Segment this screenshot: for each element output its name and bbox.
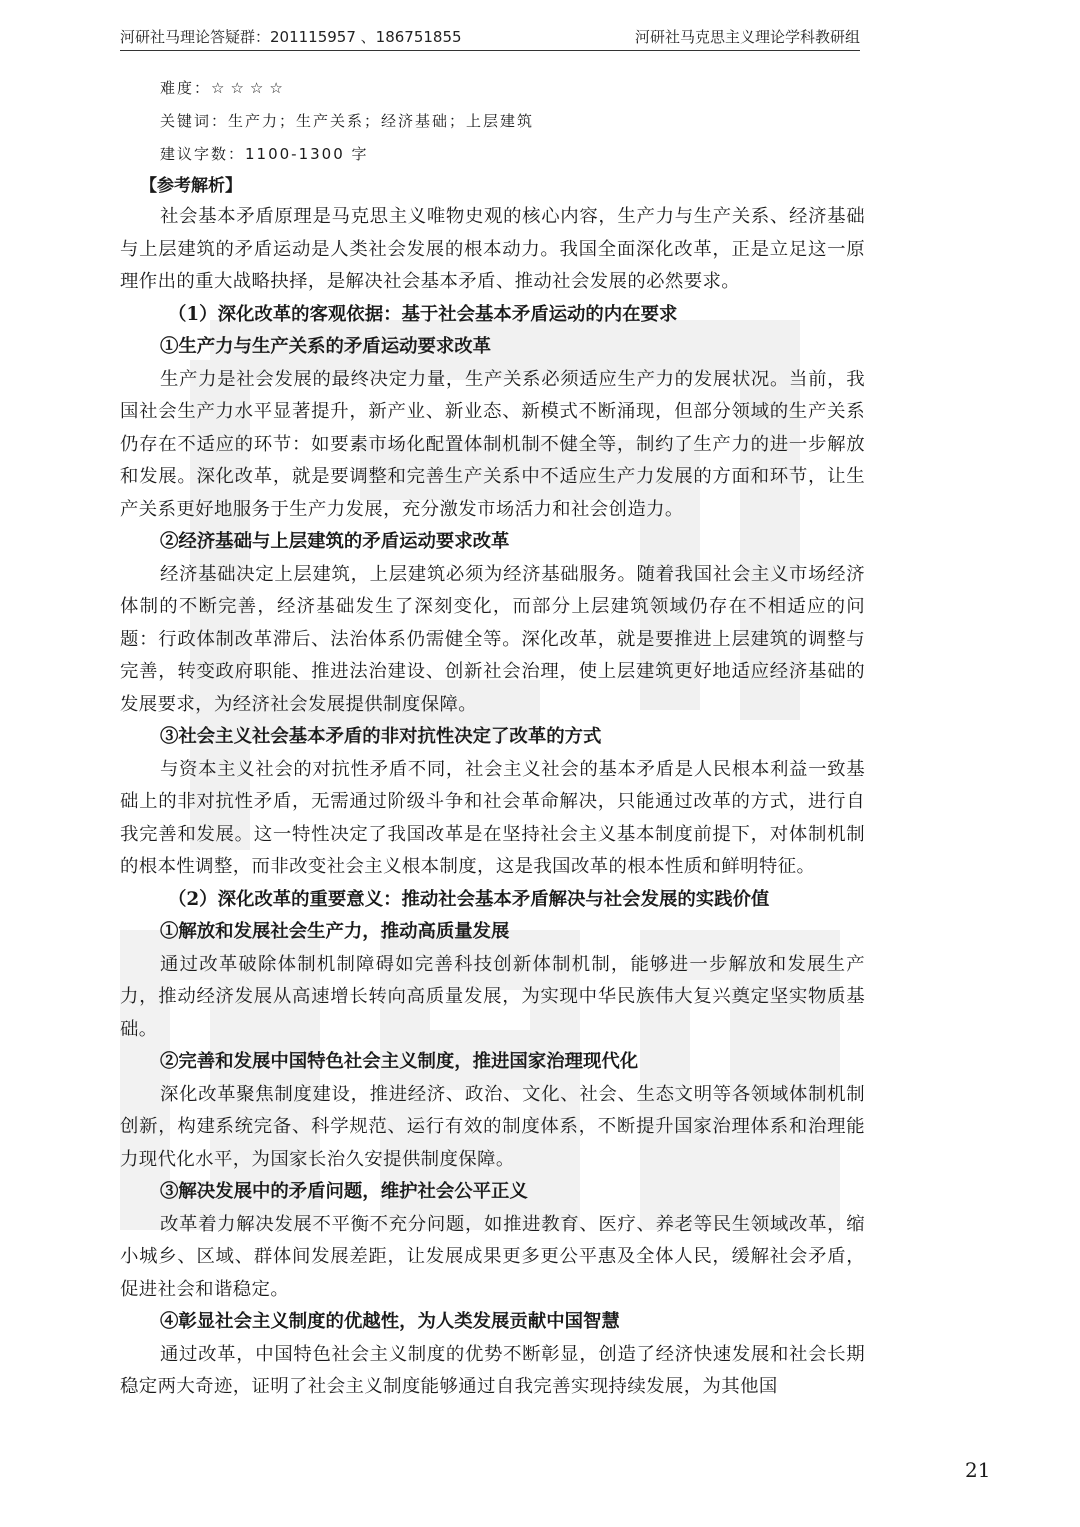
s1-item-3-text: 与资本主义社会的对抗性矛盾不同，社会主义社会的基本矛盾是人民根本利益一致基础上的非对抗性矛盾，无需通过阶级斗争和社会革命解决，只能通过改革的方式，进行自我完善和发展。这一特性决定了我国改革是在坚持社会主义基本制度前提下，对体制机制的根本性调整，而非改变社会主义根本制度，这是我国改革的根本性质和鲜明特征。 <box>120 758 865 877</box>
section-2-title: （2）深化改革的重要意义：推动社会基本矛盾解决与社会发展的实践价值 <box>168 888 770 910</box>
s1-item-2-text: 经济基础决定上层建筑，上层建筑必须为经济基础服务。随着我国社会主义市场经济体制的不断完善，经济基础发生了深刻变化，而部分上层建筑领域仍存在不相适应的问题：行政体制改革滞后、法治体系仍需健全等。深化改革，就是要推进上层建筑的调整与完善，转变政府职能、推进法治建设、创新社会治理，使上层建筑更好地适应经济基础的发展要求，为经济社会发展提供制度保障。 <box>120 563 865 715</box>
header-qq-groups: 河研社马理论答疑群：201115957 、186751855 <box>120 28 462 46</box>
section-1-title: （1）深化改革的客观依据：基于社会基本矛盾运动的内在要求 <box>168 303 678 325</box>
s2-item-1-text: 通过改革破除体制机制障碍如完善科技创新体制机制，能够进一步解放和发展生产力，推动经济发展从高速增长转向高质量发展，为实现中华民族伟大复兴奠定坚实物质基础。 <box>120 953 865 1040</box>
s2-item-4-title: ④彰显社会主义制度的优越性，为人类发展贡献中国智慧 <box>160 1311 620 1332</box>
difficulty-stars-icon: ☆☆☆☆ <box>211 79 289 97</box>
document-body <box>120 72 865 1404</box>
s1-item-2-title: ②经济基础与上层建筑的矛盾运动要求改革 <box>160 531 510 552</box>
difficulty-label: 难度： <box>160 79 212 97</box>
s2-item-4-text: 通过改革，中国特色社会主义制度的优势不断彰显，创造了经济快速发展和社会长期稳定两大奇迹，证明了社会主义制度能够通过自我完善实现持续发展，为其他国 <box>120 1343 865 1397</box>
s1-item-3-title: ③社会主义社会基本矛盾的非对抗性决定了改革的方式 <box>160 726 602 747</box>
page-header <box>120 18 860 51</box>
s2-item-3-text: 改革着力解决发展不平衡不充分问题，如推进教育、医疗、养老等民生领域改革，缩小城乡、区域、群体间发展差距，让发展成果更多更公平惠及全体人民，缓解社会矛盾，促进社会和谐稳定。 <box>120 1213 865 1300</box>
difficulty-line <box>120 72 865 105</box>
s1-item-1-text: 生产力是社会发展的最终决定力量，生产关系必须适应生产力的发展状况。当前，我国社会生产力水平显著提升，新产业、新业态、新模式不断涌现，但部分领域的生产关系仍存在不适应的环节：如要素市场化配置体制机制不健全等，制约了生产力的进一步解放和发展。深化改革，就是要调整和完善生产关系中不适应生产力发展的方面和环节，让生产关系更好地服务于生产力发展，充分激发市场活力和社会创造力。 <box>120 368 865 520</box>
s1-item-1-title: ①生产力与生产关系的矛盾运动要求改革 <box>160 336 492 357</box>
s2-item-2-text: 深化改革聚焦制度建设，推进经济、政治、文化、社会、生态文明等各领域体制机制创新，构建系统完备、科学规范、运行有效的制度体系，不断提升国家治理体系和治理能力现代化水平，为国家长治久安提供制度保障。 <box>120 1083 865 1170</box>
s2-item-2-title: ②完善和发展中国特色社会主义制度，推进国家治理现代化 <box>160 1051 639 1072</box>
page-number: 21 <box>965 1458 991 1482</box>
keywords-line: 关键词：生产力；生产关系；经济基础；上层建筑 <box>160 112 535 130</box>
s2-item-1-title: ①解放和发展社会生产力，推动高质量发展 <box>160 921 510 942</box>
header-org-name: 河研社马克思主义理论学科教研组 <box>634 28 860 46</box>
s2-item-3-title: ③解决发展中的矛盾问题，维护社会公平正义 <box>160 1181 528 1202</box>
word-count-line: 建议字数：1100-1300 字 <box>160 145 369 163</box>
intro-paragraph: 社会基本矛盾原理是马克思主义唯物史观的核心内容，生产力与生产关系、经济基础与上层建筑的矛盾运动是人类社会发展的根本动力。我国全面深化改革，正是立足这一原理作出的重大战略抉择，是解决社会基本矛盾、推动社会发展的必然要求。 <box>120 206 865 292</box>
analysis-heading: 【参考解析】 <box>140 176 242 196</box>
